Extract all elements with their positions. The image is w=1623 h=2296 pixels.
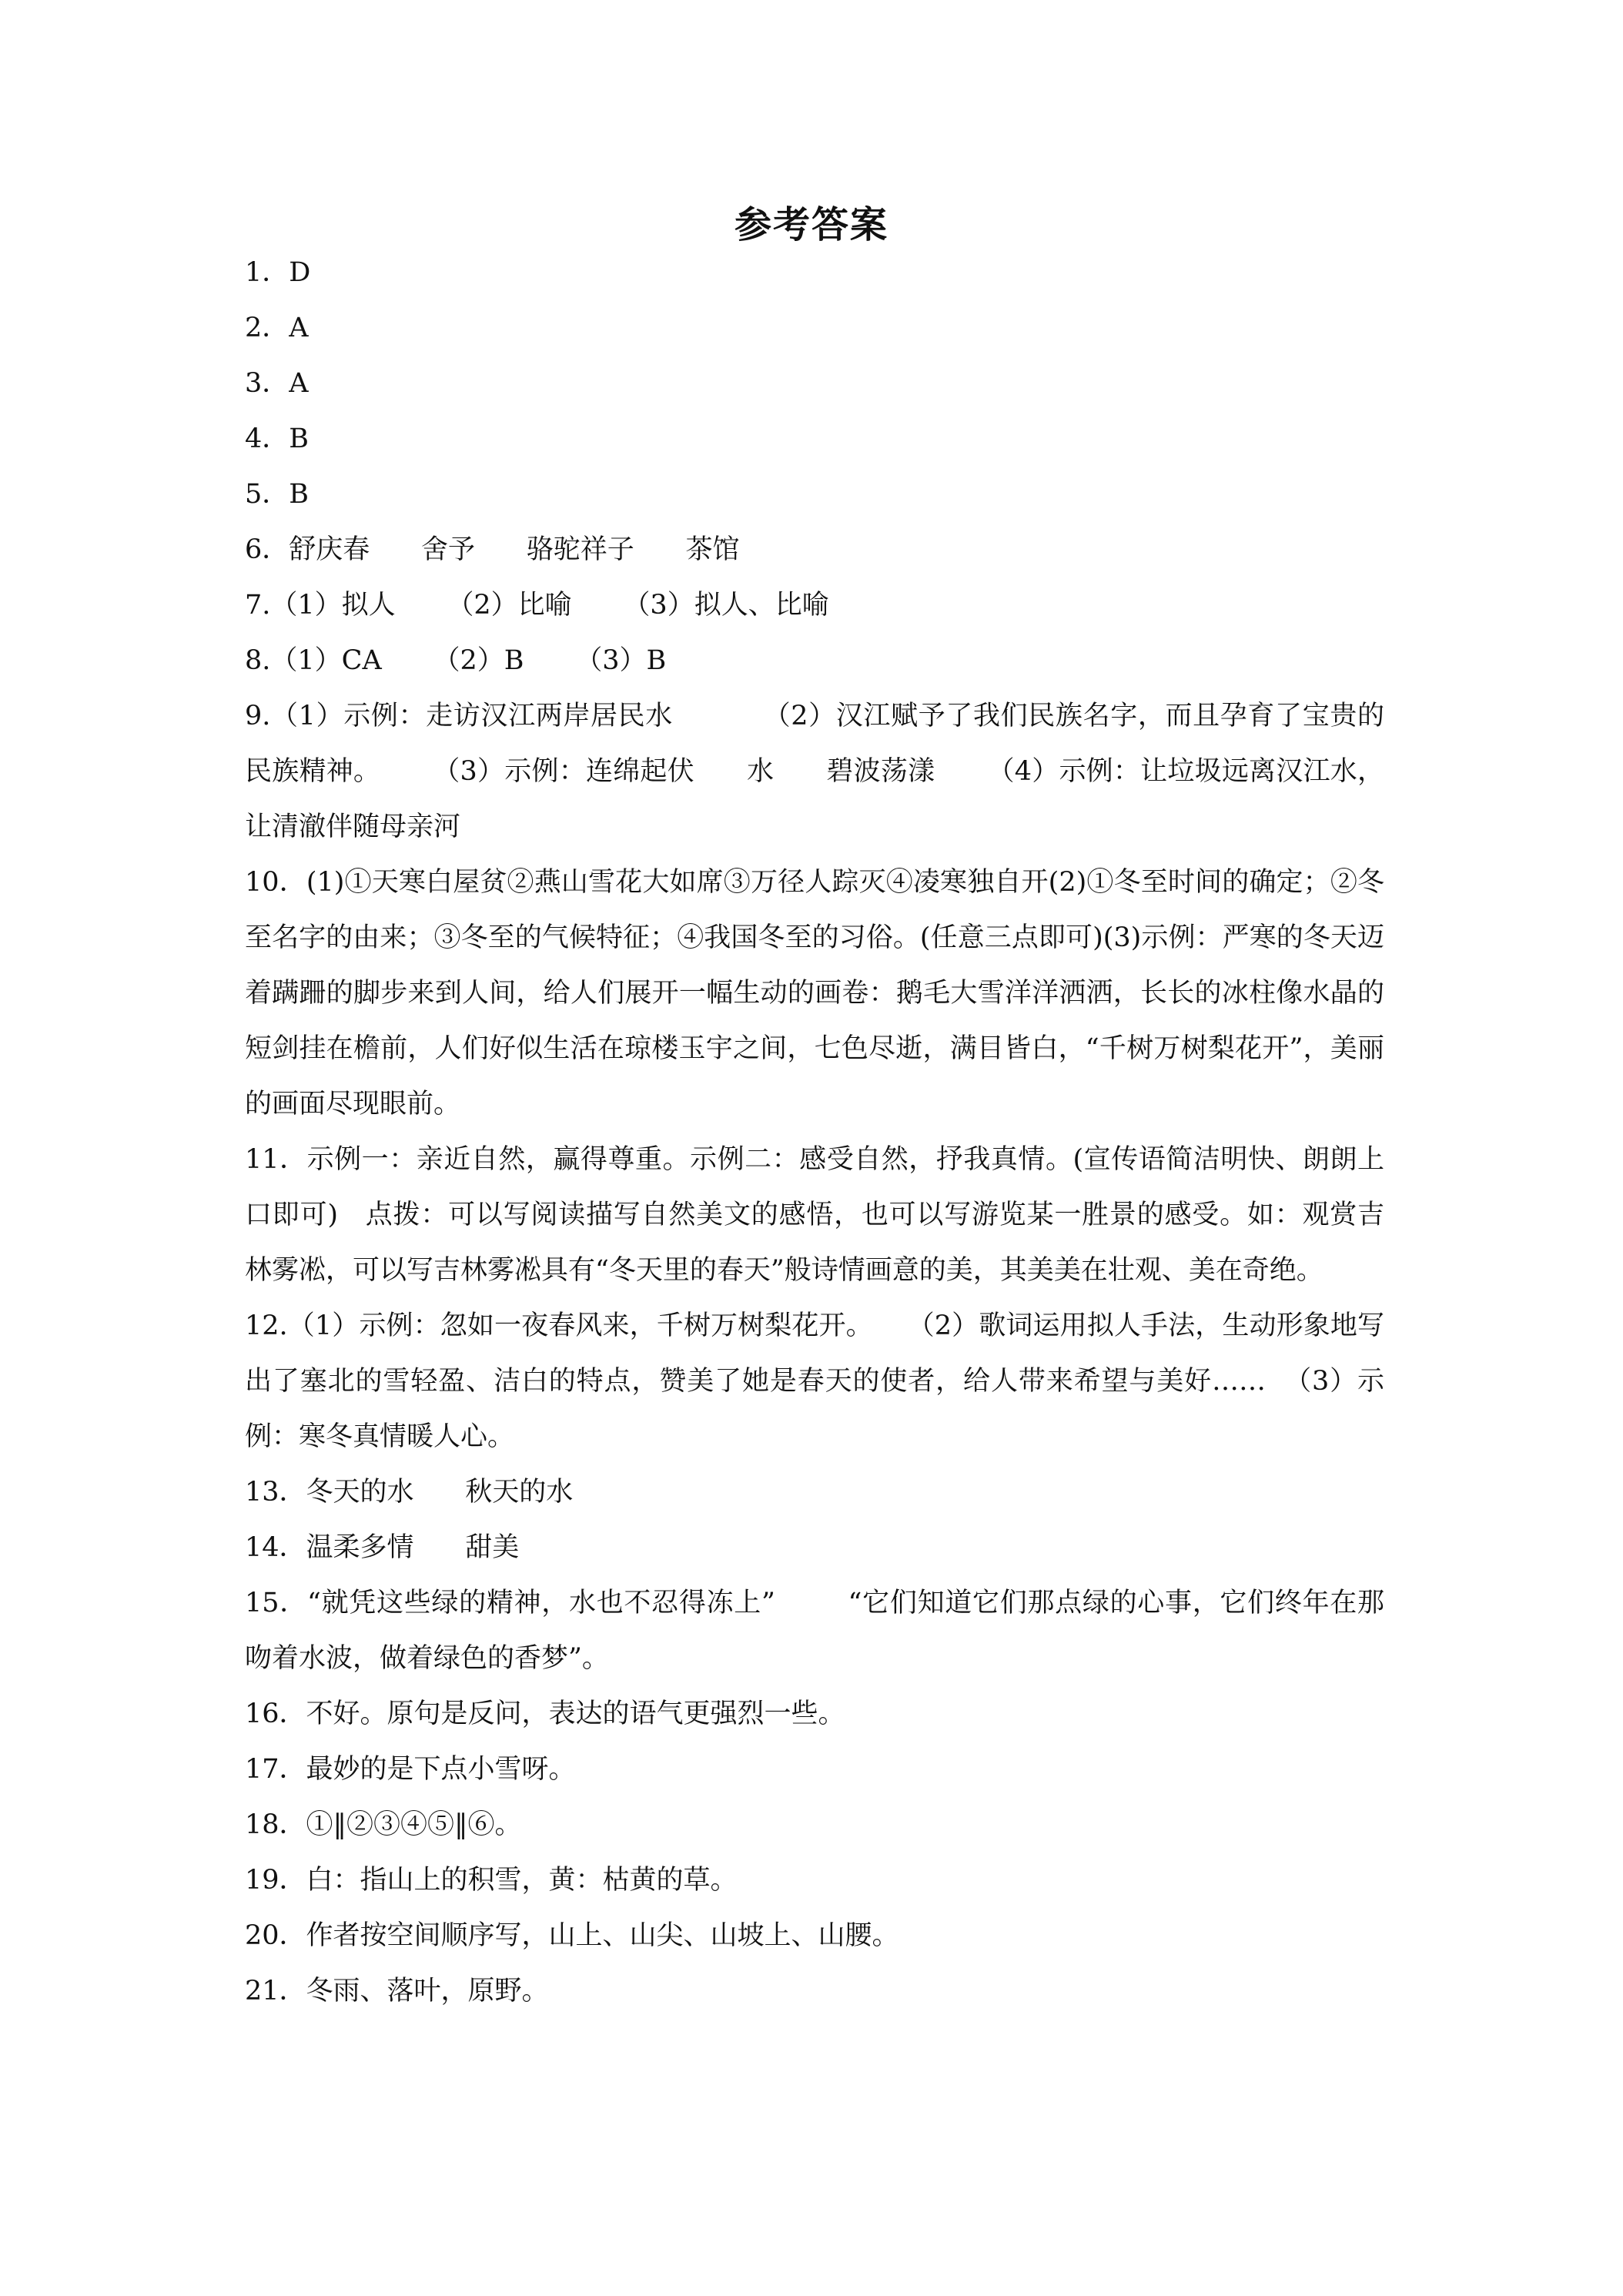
answer-item-19: 19．白：指山上的积雪，黄：枯黄的草。 xyxy=(245,1865,738,1896)
answer-item-2: 2．A xyxy=(245,313,309,343)
answer-item-8: 8.（1）CA （2）B （3）B xyxy=(245,645,667,676)
answer-item-14: 14．温柔多情 甜美 xyxy=(245,1532,520,1563)
answer-item-5: 5．B xyxy=(245,479,309,510)
answer-item-3: 3．A xyxy=(245,368,309,399)
answer-item-1: 1．D xyxy=(245,257,311,288)
answer-item-17: 17．最妙的是下点小雪呀。 xyxy=(245,1754,576,1785)
answer-item-20: 20．作者按空间顺序写，山上、山尖、山坡上、山腰。 xyxy=(245,1920,899,1951)
answer-list xyxy=(245,245,1384,2019)
answer-item-13: 13．冬天的水 秋天的水 xyxy=(245,1477,574,1508)
answer-item-4: 4．B xyxy=(245,423,309,454)
answer-item-10: 10．(1)①天寒白屋贫②燕山雪花大如席③万径人踪灭④凌寒独自开(2)①冬至时间的确定；②冬至名字的由来；③冬至的气候特征；④我国冬至的习俗。(任意三点即可)(3)示例：严寒的冬天迈着蹒跚的脚步来到人间，给人们展开一幅生动的画卷：鹅毛大雪洋洋洒洒，长长的冰柱像水晶的短剑挂在檐前，人们好似生活在琼楼玉宇之间，七色尽逝，满目皆白，“千树万树梨花开”，美丽的画面尽现眼前。 xyxy=(245,867,1384,1120)
answer-item-12: 12.（1）示例：忽如一夜春风来，千树万树梨花开。 （2）歌词运用拟人手法，生动形象地写出了塞北的雪轻盈、洁白的特点，赞美了她是春天的使者，给人带来希望与美好…… （3）示例：寒冬真情暖人心。 xyxy=(245,1310,1384,1452)
answer-item-6: 6．舒庆春 舍予 骆驼祥子 茶馆 xyxy=(245,534,740,565)
answer-item-16: 16．不好。原句是反问，表达的语气更强烈一些。 xyxy=(245,1699,845,1729)
answer-item-7: 7.（1）拟人 （2）比喻 （3）拟人、比喻 xyxy=(245,590,829,621)
answer-item-18: 18．①‖②③④⑤‖⑥。 xyxy=(245,1809,522,1840)
page-title: 参考答案 xyxy=(734,203,888,246)
answer-item-9: 9.（1）示例：走访汉江两岸居民水 （2）汉江赋予了我们民族名字，而且孕育了宝贵的民族精神。 （3）示例：连绵起伏 水 碧波荡漾 （4）示例：让垃圾远离汉江水，让清澈伴随母亲河 xyxy=(245,701,1384,842)
answer-item-11: 11．示例一：亲近自然，赢得尊重。示例二：感受自然，抒我真情。(宣传语简洁明快、朗朗上口即可) 点拨：可以写阅读描写自然美文的感悟，也可以写游览某一胜景的感受。如：观赏吉林雾凇，可以写吉林雾凇具有“冬天里的春天”般诗情画意的美，其美美在壮观、美在奇绝。 xyxy=(245,1144,1384,1286)
answer-item-15: 15．“就凭这些绿的精神，水也不忍得冻上” “它们知道它们那点绿的心事，它们终年在那吻着水波，做着绿色的香梦”。 xyxy=(245,1588,1384,1674)
answer-item-21: 21．冬雨、落叶，原野。 xyxy=(245,1976,549,2006)
